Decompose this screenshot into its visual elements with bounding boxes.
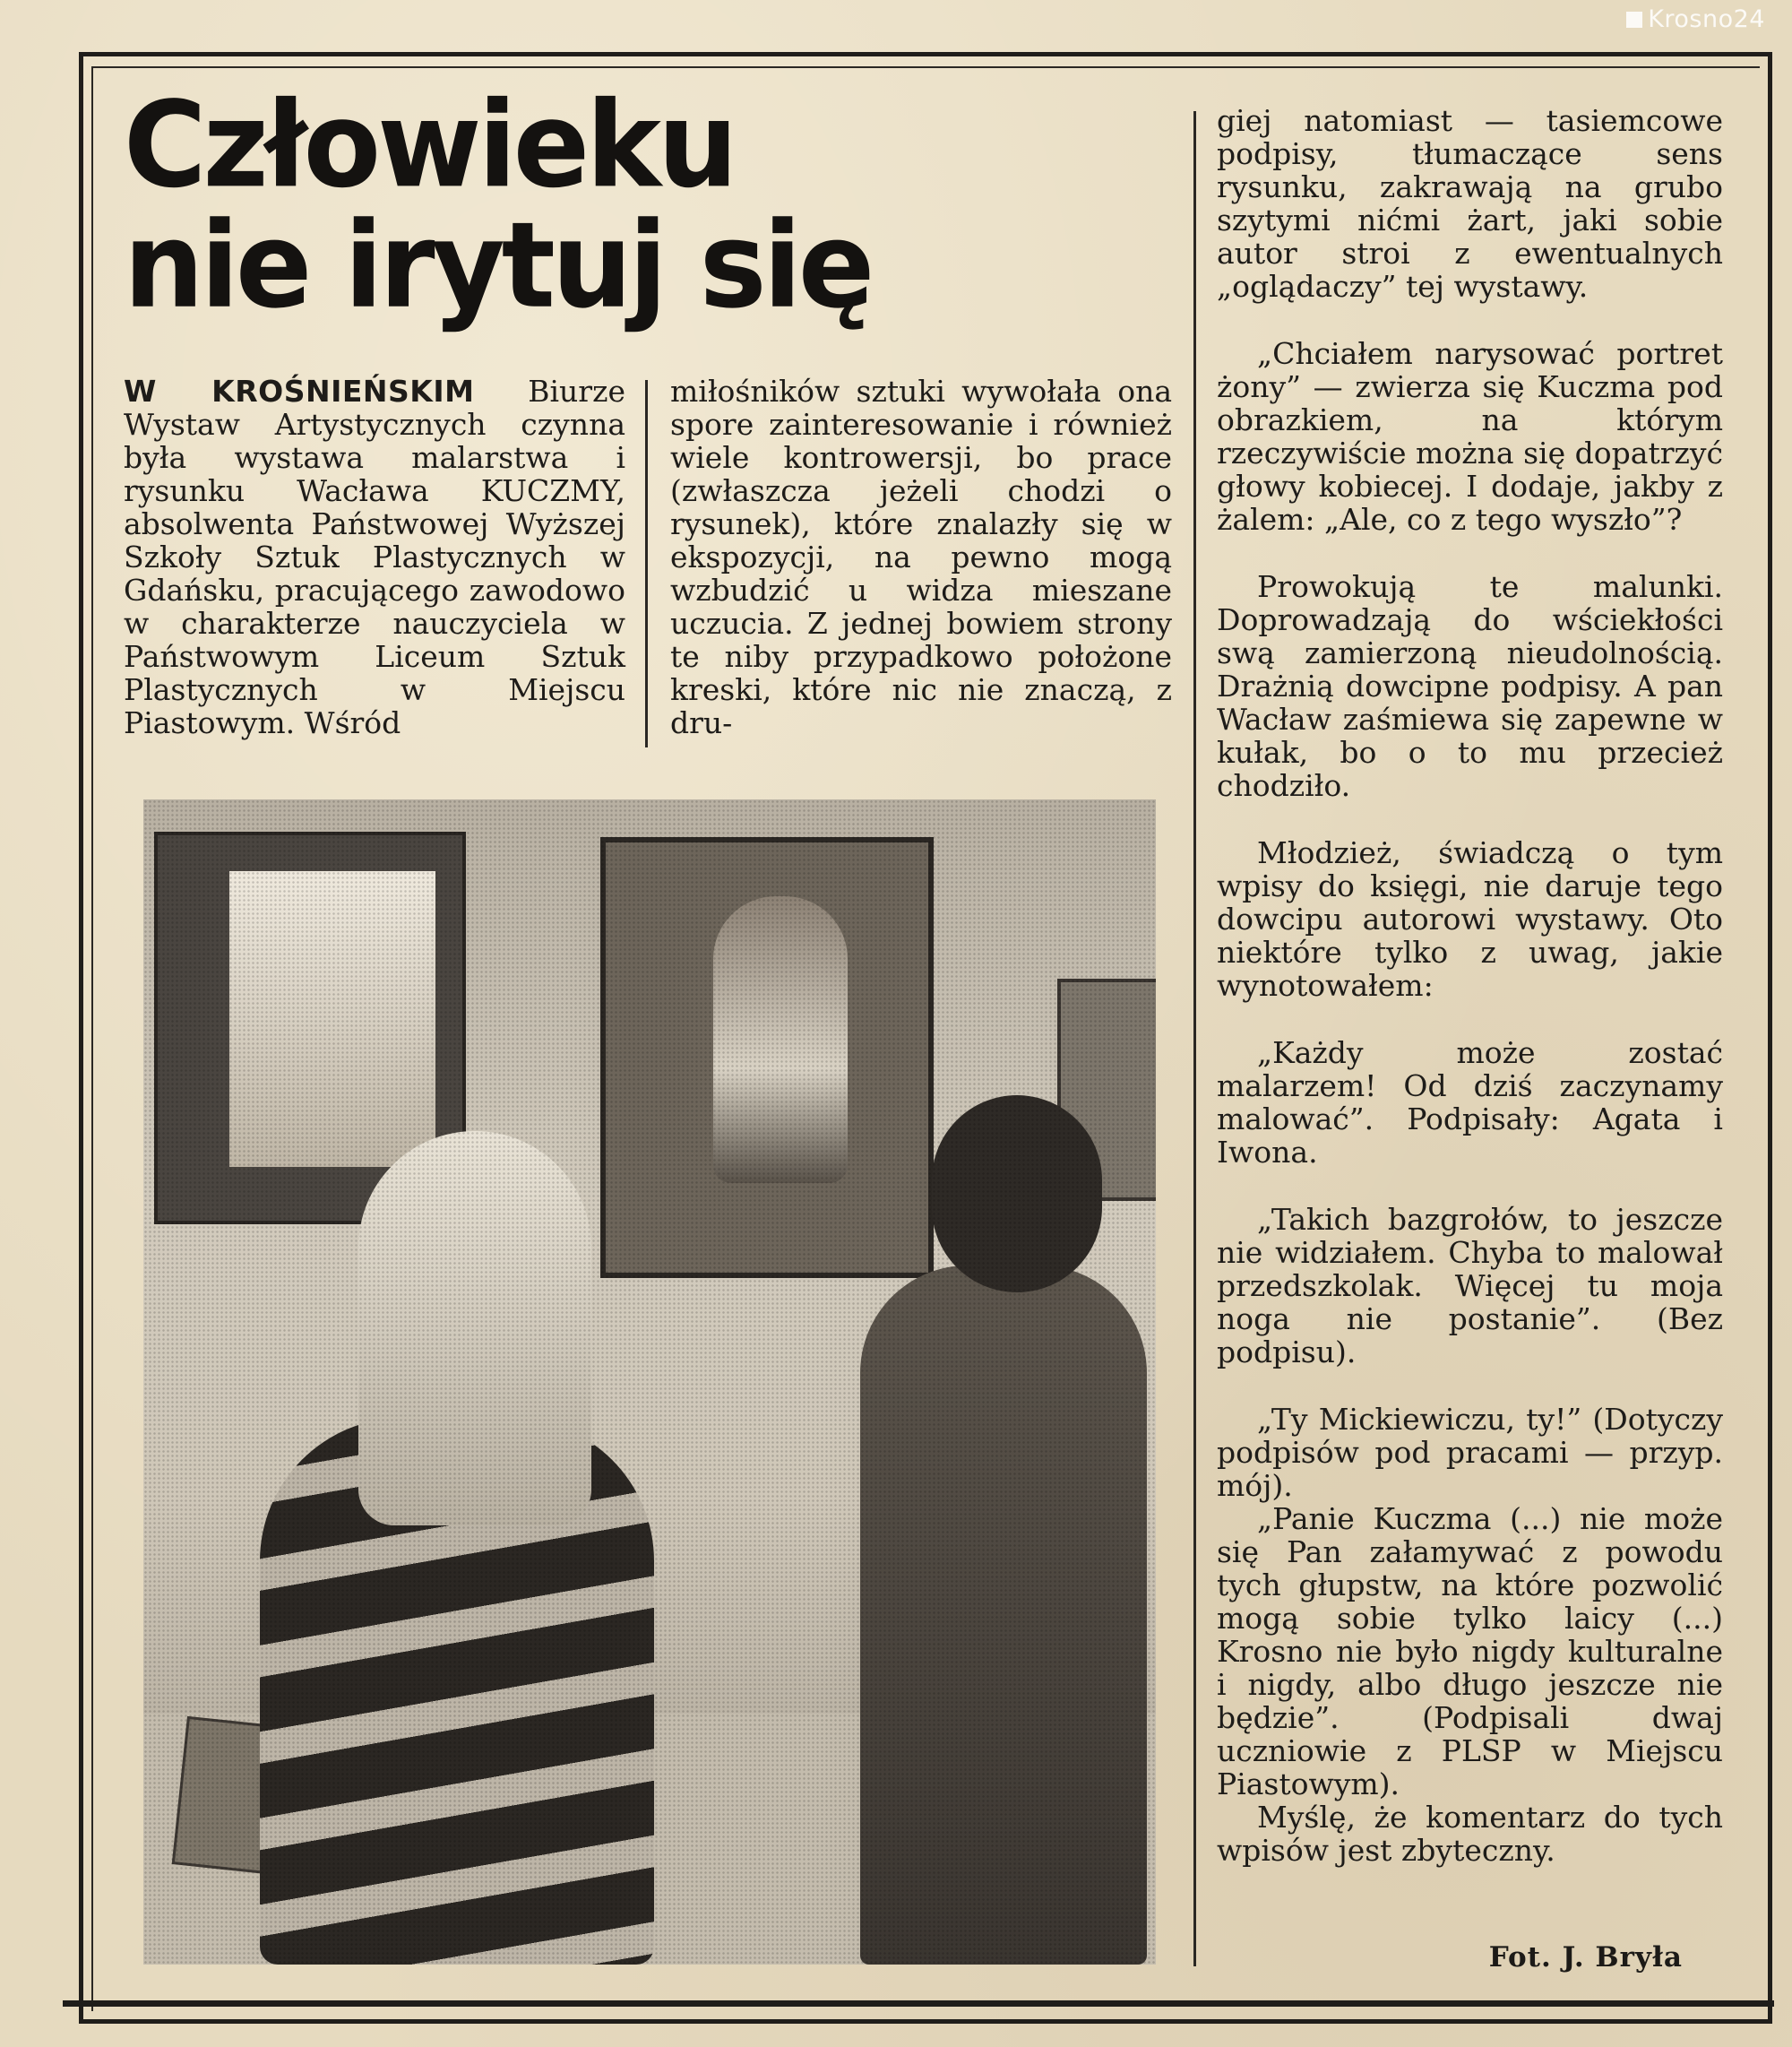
column-3-paragraph-6: „Takich bazgrołów, to jeszcze nie widziałem. Chyba to malował przedszkolak. Więcej tu moja noga nie postanie”. (Bez podpisu).: [1217, 1202, 1723, 1369]
column-2-paragraph: miłośników sztuki wywołała ona spore zainteresowanie i również wiele kontrowersji, bo prace (zwłaszcza jeżeli chodzi o rysunek), które znalazły się w ekspozycji, na pewno mogą wzbudzić u widza mieszane uczucia. Z jednej bowiem strony te niby przypadkowo położone kreski, które nic nie znaczą, z dru-: [670, 374, 1172, 740]
column-3-paragraph-9: Myślę, że komentarz do tych wpisów jest zbyteczny.: [1217, 1800, 1723, 1868]
column-3: [1217, 104, 1723, 1867]
column-3-paragraph-5: „Każdy może zostać malarzem! Od dziś zaczynamy malować”. Podpisały: Agata i Iwona.: [1217, 1035, 1723, 1170]
column-2: [670, 375, 1172, 739]
column-3-paragraph-2: „Chciałem narysować portret żony” — zwierza się Kuczma pod obrazkiem, na którym rzeczywiście można się dopatrzyć głowy kobiecej. I dodaje, jakby z żalem: „Ale, co z tego wyszło”?: [1217, 336, 1723, 537]
column-1-paragraph: [124, 375, 625, 739]
headline: [124, 75, 872, 335]
lead-in: W KROŚNIEŃSKIM: [124, 374, 475, 409]
headline-line-1: Człowieku: [124, 75, 735, 214]
column-1: [124, 375, 625, 739]
column-1-text: Biurze Wystaw Artystycznych czynna była wystawa malarstwa i rysunku Wacława KUCZMY, absolwenta Państwowej Wyższej Szkoły Sztuk Plastycznych w Gdańsku, pracującego zawodowo w charakterze nauczyciela w Państwowym Liceum Sztuk Plastycznych w Miejscu Piastowym. Wśród: [124, 374, 625, 740]
column-3-paragraph-7: „Ty Mickiewiczu, ty!” (Dotyczy podpisów pod pracami — przyp. mój).: [1217, 1402, 1723, 1503]
column-3-paragraph-1: giej natomiast — tasiemcowe podpisy, tłumaczące sens rysunku, zakrawają na grubo szytymi nićmi żart, jaki sobie autor stroi z ewentualnych „oglądaczy” tej wystawy.: [1217, 103, 1723, 304]
column-3-paragraph-8: „Panie Kuczma (...) nie może się Pan załamywać z powodu tych głupstw, na które pozwolić mogą sobie tylko laicy (...) Krosno nie było nigdy kulturalne i nigdy, albo długo jeszcze nie będzie”. (Podpisali dwaj uczniowie z PLSP w Miejscu Piastowym).: [1217, 1501, 1723, 1801]
headline-line-2: nie irytuj się: [124, 195, 872, 335]
watermark-text: Krosno24: [1648, 5, 1765, 33]
exhibition-photo: [143, 799, 1156, 1965]
photo-credit: Fot. J. Bryła: [1488, 1941, 1683, 1974]
bottom-rule: [63, 2000, 1774, 2007]
column-3-paragraph-4: Młodzież, świadczą o tym wpisy do księgi, nie daruje tego dowcipu autorowi wystawy. Oto niektóre tylko z uwag, jakie wynotowałem:: [1217, 835, 1723, 1003]
column-3-paragraph-3: Prowokują te malunki. Doprowadzają do wściekłości swą zamierzoną nieudolnością. Drażnią dowcipne podpisy. A pan Wacław zaśmiewa się zapewne w kułak, bo o to mu przecież chodziło.: [1217, 569, 1723, 803]
photo-halftone: [143, 799, 1156, 1965]
watermark-square-icon: [1626, 12, 1642, 28]
watermark: [1626, 5, 1765, 33]
column-divider-1: [645, 380, 648, 747]
column-divider-2: [1193, 111, 1196, 1966]
